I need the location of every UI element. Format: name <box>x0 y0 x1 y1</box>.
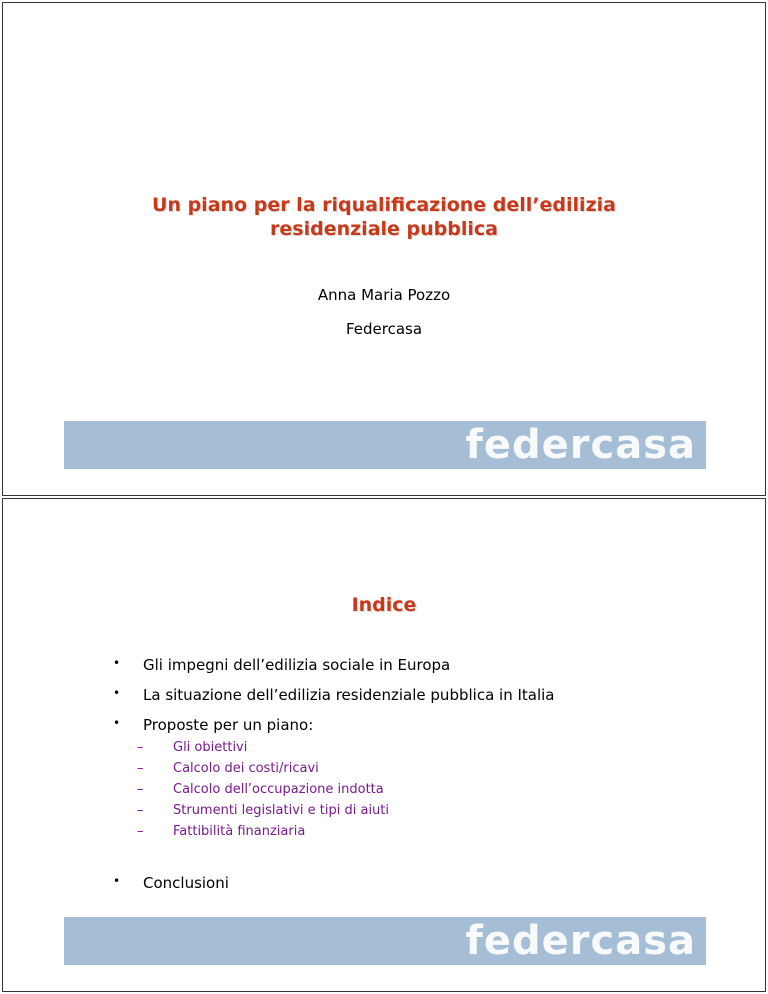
bullet-text: Proposte per un piano: <box>143 716 314 734</box>
organization-name: Federcasa <box>345 320 423 338</box>
dash-icon: – <box>137 761 144 776</box>
footer-band <box>64 917 706 965</box>
dash-icon: – <box>137 740 144 755</box>
slide-index <box>2 498 766 992</box>
dash-icon: – <box>137 803 144 818</box>
author-name: Anna Maria Pozzo <box>317 286 451 304</box>
sub-item-text: Strumenti legislativi e tipi di aiuti <box>173 803 390 818</box>
bullet-icon: • <box>113 656 121 670</box>
slide-title <box>2 2 766 496</box>
dash-icon: – <box>137 824 144 839</box>
index-title: Indice <box>351 594 417 616</box>
bullet-icon: • <box>113 686 121 700</box>
title-line-2: residenziale pubblica <box>270 218 498 240</box>
federcasa-logo: federcasa <box>465 918 696 964</box>
bullet-text: Conclusioni <box>143 874 229 892</box>
dash-icon: – <box>137 782 144 797</box>
bullet-text: Gli impegni dell’edilizia sociale in Europa <box>143 656 451 674</box>
sub-item-text: Calcolo dei costi/ricavi <box>173 761 319 776</box>
footer-band <box>64 421 706 469</box>
federcasa-logo: federcasa <box>465 422 696 468</box>
sub-item-text: Calcolo dell’occupazione indotta <box>173 782 384 797</box>
bullet-icon: • <box>113 874 121 888</box>
presentation-title <box>3 193 765 241</box>
title-line-1: Un piano per la riqualificazione dell’edilizia <box>152 194 616 216</box>
sub-item-text: Fattibilità finanziaria <box>173 824 306 839</box>
bullet-icon: • <box>113 716 121 730</box>
sub-item-text: Gli obiettivi <box>173 740 248 755</box>
bullet-text: La situazione dell’edilizia residenziale pubblica in Italia <box>143 686 555 704</box>
